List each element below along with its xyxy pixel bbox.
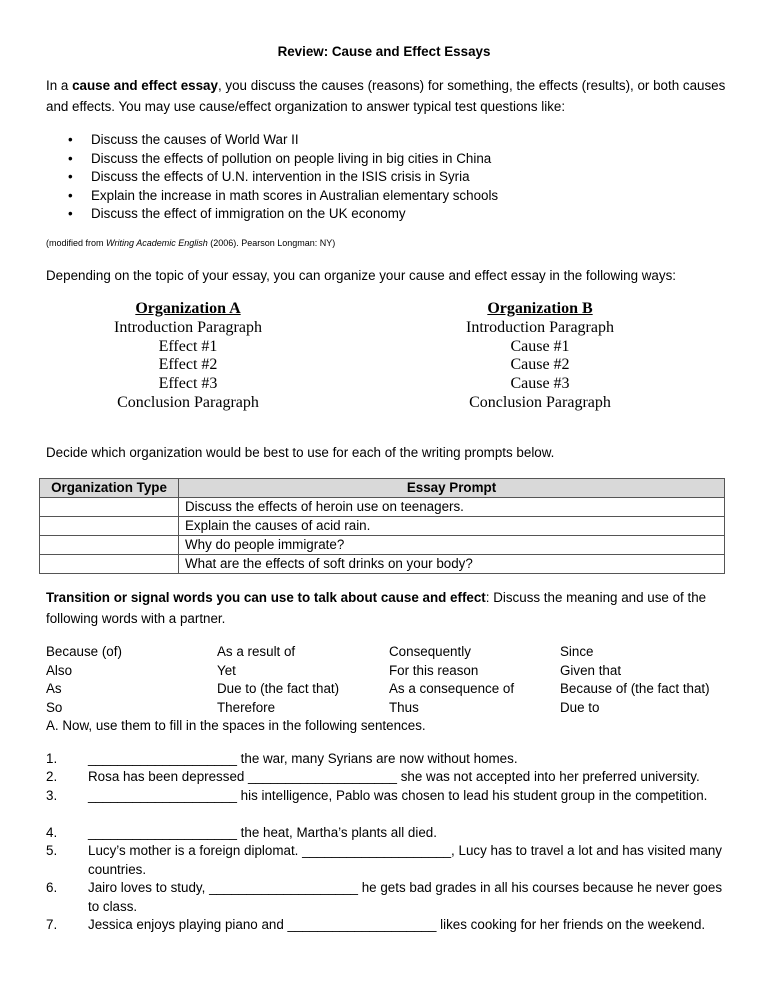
table-row <box>40 536 725 555</box>
list-item: • Discuss the effect of immigration on the UK economy <box>68 205 498 224</box>
organization-b-line: Cause #1 <box>510 337 570 355</box>
organization-a-line: Effect #2 <box>158 356 218 374</box>
question-list <box>68 131 498 224</box>
list-item: • Discuss the effects of U.N. intervention in the ISIS crisis in Syria <box>68 168 498 187</box>
organization-a <box>68 300 308 413</box>
list-item: • Discuss the causes of World War II <box>68 131 498 150</box>
header-organization-type: Organization Type <box>40 479 179 498</box>
sentence-text: ____________________ the heat, Martha’s plants all died. <box>88 825 437 840</box>
transition-word: Because (of) <box>46 644 122 659</box>
source-post: (2006). Pearson Longman: NY) <box>207 238 336 248</box>
transition-word: Given that <box>560 662 622 678</box>
transition-word: So <box>46 699 63 715</box>
sentence-text: Rosa has been depressed ____________________ she was not accepted into her preferred university. <box>88 769 700 784</box>
organization-a-heading: Organization A <box>135 300 241 317</box>
transition-paragraph <box>46 587 726 629</box>
word-column <box>46 643 122 717</box>
transition-word: As a consequence of <box>389 681 515 696</box>
table-row <box>40 498 725 517</box>
sentence-text: Jairo loves to study, ____________________ he gets bad grades in all his courses because he never goes to class. <box>88 880 723 914</box>
organization-b-line: Conclusion Paragraph <box>469 393 611 411</box>
transition-word: Also <box>46 662 73 678</box>
sentence-text: Jessica enjoys playing piano and ____________________ likes cooking for her friends on the weekend. <box>88 917 706 932</box>
transition-bold-heading: Transition or signal words you can use to talk about cause and effect <box>46 590 486 605</box>
table-row <box>40 517 725 536</box>
intro-bold-term: cause and effect essay <box>72 78 218 93</box>
transition-word: As <box>46 681 62 696</box>
organization-a-line: Introduction Paragraph <box>114 318 262 336</box>
transition-word: Because of (the fact that) <box>560 681 710 696</box>
transition-word: As a result of <box>217 644 296 659</box>
transition-word: Consequently <box>389 644 471 659</box>
sentence-number: 4. <box>46 825 58 840</box>
sentence-number: 1. <box>46 751 58 766</box>
list-item: • Explain the increase in math scores in Australian elementary schools <box>68 187 498 206</box>
source-pre: (modified from <box>46 238 107 248</box>
table-row <box>40 555 725 574</box>
sentence-text: ____________________ his intelligence, Pablo was chosen to lead his student group in the competition. <box>88 788 708 803</box>
decide-instruction: Decide which organization would be best to use for each of the writing prompts below. <box>46 445 555 460</box>
transition-word: For this reason <box>389 662 479 678</box>
organization-type-cell[interactable] <box>40 498 179 517</box>
organization-type-cell[interactable] <box>40 517 179 536</box>
sentence-text: ____________________ the war, many Syrians are now without homes. <box>88 751 518 766</box>
essay-prompt-cell: Discuss the effects of heroin use on teenagers. <box>179 498 725 517</box>
organization-a-line: Conclusion Paragraph <box>117 393 259 411</box>
sentence-number: 7. <box>46 917 58 932</box>
essay-prompt-cell: What are the effects of soft drinks on your body? <box>179 555 725 574</box>
transition-text: : Discuss the meaning and use of the following words with a partner. <box>46 590 707 626</box>
transition-word: Therefore <box>217 699 276 715</box>
organization-type-cell[interactable] <box>40 555 179 574</box>
header-essay-prompt: Essay Prompt <box>179 479 725 498</box>
organization-type-cell[interactable] <box>40 536 179 555</box>
sentence-text: Lucy’s mother is a foreign diplomat. ____________________, Lucy has to travel a lot and has visited many countries. <box>88 843 722 877</box>
intro-paragraph <box>46 75 726 117</box>
transition-word: Due to <box>560 699 600 715</box>
sentence-number: 2. <box>46 769 58 784</box>
intro-text-start: In a <box>46 78 73 93</box>
essay-prompt-cell: Why do people immigrate? <box>179 536 725 555</box>
table-header-row <box>40 479 725 498</box>
sentence-number: 3. <box>46 788 58 803</box>
organization-b-heading: Organization B <box>487 300 593 317</box>
intro-text-end: , you discuss the causes (reasons) for something, the effects (results), or both causes and effects. You may use cause/effect organization to answer typical test questions like: <box>46 78 726 114</box>
organization-b <box>420 300 660 413</box>
transition-word: Since <box>560 644 594 659</box>
word-column <box>389 643 514 717</box>
essay-prompt-table <box>39 478 725 574</box>
sentence-number: 5. <box>46 843 58 858</box>
organization-b-line: Cause #2 <box>510 356 570 374</box>
fill-instruction: A. Now, use them to fill in the spaces in the following sentences. <box>46 718 426 733</box>
organization-a-line: Effect #3 <box>158 375 218 393</box>
organize-paragraph: Depending on the topic of your essay, you can organize your cause and effect essay in the following ways: <box>46 268 676 283</box>
essay-prompt-cell: Explain the causes of acid rain. <box>179 517 725 536</box>
organization-b-line: Cause #3 <box>510 375 570 393</box>
organization-b-line: Introduction Paragraph <box>466 318 614 336</box>
transition-word: Due to (the fact that) <box>217 681 340 696</box>
list-item: • Discuss the effects of pollution on people living in big cities in China <box>68 150 498 169</box>
transition-word: Thus <box>389 699 419 715</box>
transition-word: Yet <box>217 662 236 678</box>
source-book-title: Writing Academic English <box>106 238 208 248</box>
organization-a-line: Effect #1 <box>158 337 218 355</box>
sentence-number: 6. <box>46 880 58 895</box>
word-column <box>560 643 710 717</box>
source-citation <box>46 238 335 248</box>
page-title: Review: Cause and Effect Essays <box>277 44 491 59</box>
word-column <box>217 643 339 717</box>
